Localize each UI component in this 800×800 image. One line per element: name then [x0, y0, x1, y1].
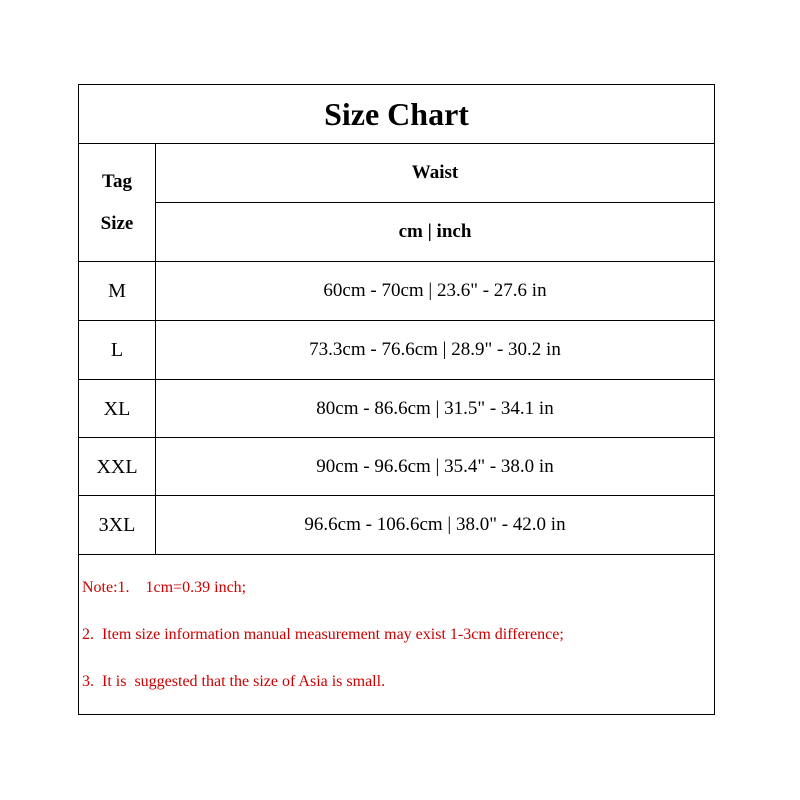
units-header: cm | inch — [398, 221, 472, 242]
note-line: 3. It is suggested that the size of Asia is small. — [82, 673, 386, 690]
waist-cell: 60cm - 70cm | 23.6" - 27.6 in — [323, 280, 547, 301]
size-cell: L — [79, 321, 156, 379]
size-cell: XL — [79, 380, 156, 438]
size-cell: XXL — [79, 438, 156, 496]
waist-cell: 73.3cm - 76.6cm | 28.9" - 30.2 in — [309, 339, 561, 360]
table-row — [79, 321, 714, 379]
table-row — [79, 496, 714, 554]
tag-size-header — [79, 144, 156, 261]
table-row — [79, 262, 714, 320]
table-row — [79, 438, 714, 496]
tag-header-line1: Tag — [102, 170, 132, 192]
size-chart-table — [78, 84, 715, 715]
waist-cell: 96.6cm - 106.6cm | 38.0" - 42.0 in — [304, 514, 566, 535]
waist-cell: 90cm - 96.6cm | 35.4" - 38.0 in — [316, 456, 554, 477]
tag-header-line2: Size — [100, 212, 134, 234]
size-cell: 3XL — [79, 496, 156, 554]
chart-title: Size Chart — [79, 85, 714, 144]
size-cell: M — [79, 262, 156, 320]
waist-header: Waist — [156, 144, 714, 203]
waist-cell: 80cm - 86.6cm | 31.5" - 34.1 in — [316, 398, 554, 419]
notes-section — [79, 555, 714, 714]
note-line: 2. Item size information manual measurement may exist 1-3cm difference; — [82, 626, 564, 643]
table-row — [79, 380, 714, 438]
note-line: Note:1. 1cm=0.39 inch; — [82, 579, 247, 596]
